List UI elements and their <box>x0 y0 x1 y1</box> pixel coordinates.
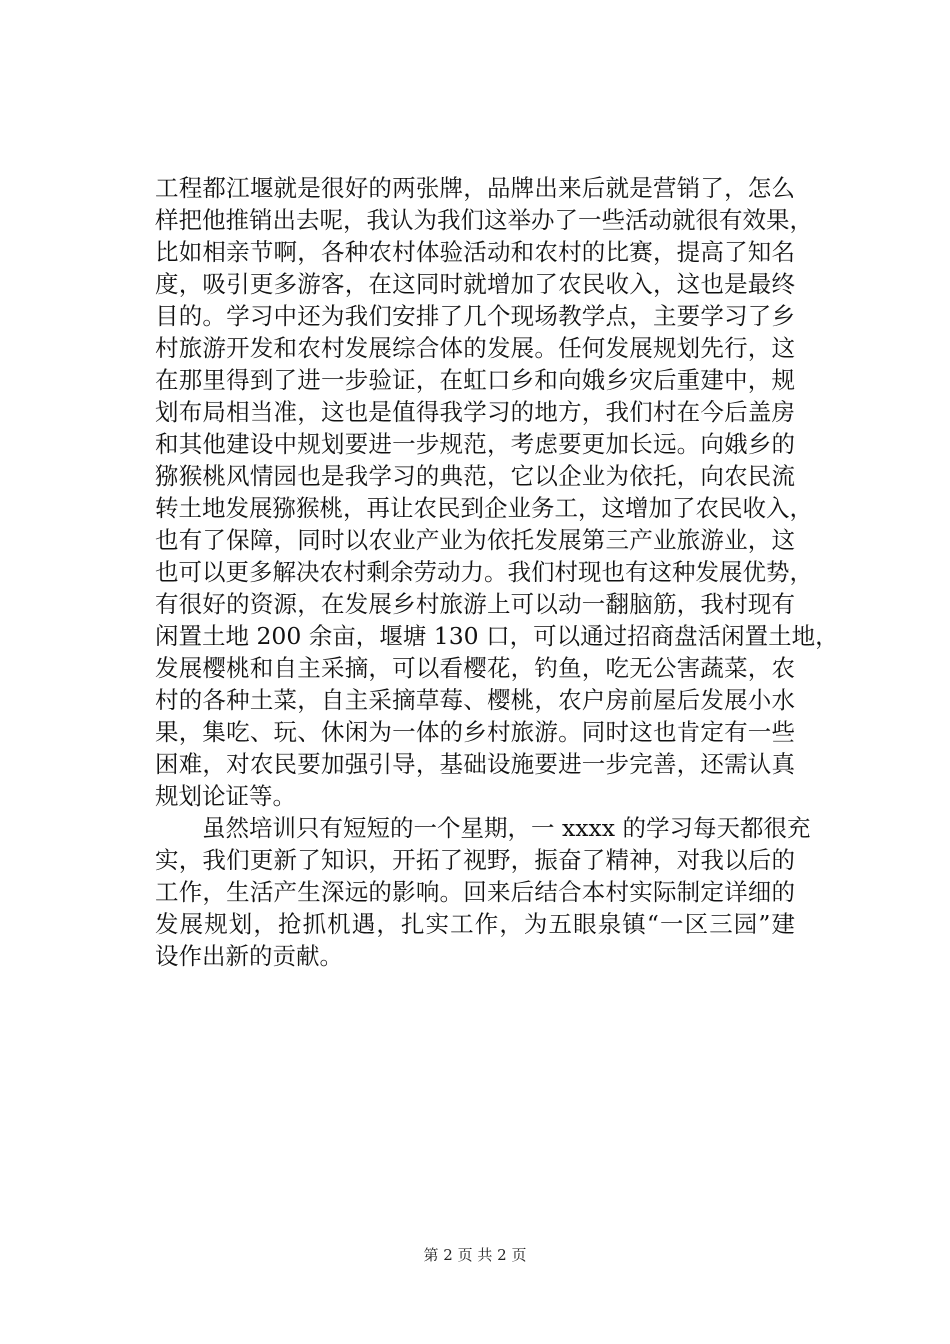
paragraph-1-line: 比如相亲节啊，各种农村体验活动和农村的比赛，提高了知名 <box>155 238 795 266</box>
paragraph-1-line: 村的各种土菜，自主采摘草莓、樱桃，农户房前屋后发展小水 <box>155 686 795 714</box>
paragraph-1-line: 猕猴桃风情园也是我学习的典范，它以企业为依托，向农民流 <box>155 462 795 490</box>
paragraph-1-line: 有很好的资源，在发展乡村旅游上可以动一翻脑筋，我村现有 <box>155 590 795 618</box>
body-text <box>155 172 839 972</box>
paragraph-1-line: 闲置土地 200 余亩，堰塘 130 口，可以通过招商盘活闲置土地， <box>155 622 839 650</box>
paragraph-1-line: 果，集吃、玩、休闲为一体的乡村旅游。同时这也肯定有一些 <box>155 718 795 746</box>
paragraph-1-line: 划布局相当准，这也是值得我学习的地方，我们村在今后盖房 <box>155 398 795 426</box>
paragraph-1-line: 转土地发展猕猴桃，再让农民到企业务工，这增加了农民收入， <box>155 494 813 522</box>
paragraph-1-line: 发展樱桃和自主采摘，可以看樱花，钓鱼，吃无公害蔬菜，农 <box>155 654 795 682</box>
paragraph-2-line: 设作出新的贡献。 <box>155 942 343 970</box>
paragraph-1-line: 在那里得到了进一步验证，在虹口乡和向娥乡灾后重建中，规 <box>155 366 795 394</box>
paragraph-2-line: 虽然培训只有短短的一个星期，一 xxxx 的学习每天都很充 <box>155 814 811 842</box>
paragraph-2-line: 工作，生活产生深远的影响。回来后结合本村实际制定详细的 <box>155 878 795 906</box>
paragraph-1-line: 样把他推销出去呢，我认为我们这举办了一些活动就很有效果， <box>155 206 813 234</box>
paragraph-1-line: 规划论证等。 <box>155 782 296 810</box>
paragraph-1-line: 村旅游开发和农村发展综合体的发展。任何发展规划先行，这 <box>155 334 795 362</box>
paragraph-1-line: 也可以更多解决农村剩余劳动力。我们村现也有这种发展优势， <box>155 558 813 586</box>
paragraph-2-line: 发展规划，抢抓机遇，扎实工作，为五眼泉镇“一区三园”建 <box>155 910 795 938</box>
paragraph-2-line: 实，我们更新了知识，开拓了视野，振奋了精神，对我以后的 <box>155 846 795 874</box>
paragraph-1-line: 也有了保障，同时以农业产业为依托发展第三产业旅游业，这 <box>155 526 795 554</box>
paragraph-1-line: 目的。学习中还为我们安排了几个现场教学点，主要学习了乡 <box>155 302 795 330</box>
paragraph-1-line: 困难，对农民要加强引导，基础设施要进一步完善，还需认真 <box>155 750 795 778</box>
paragraph-1-line: 工程都江堰就是很好的两张牌，品牌出来后就是营销了，怎么 <box>155 174 795 202</box>
page-footer: 第 2 页 共 2 页 <box>423 1246 527 1264</box>
paragraph-1-line: 和其他建设中规划要进一步规范，考虑要更加长远。向娥乡的 <box>155 430 795 458</box>
paragraph-1-line: 度，吸引更多游客，在这同时就增加了农民收入，这也是最终 <box>155 270 795 298</box>
